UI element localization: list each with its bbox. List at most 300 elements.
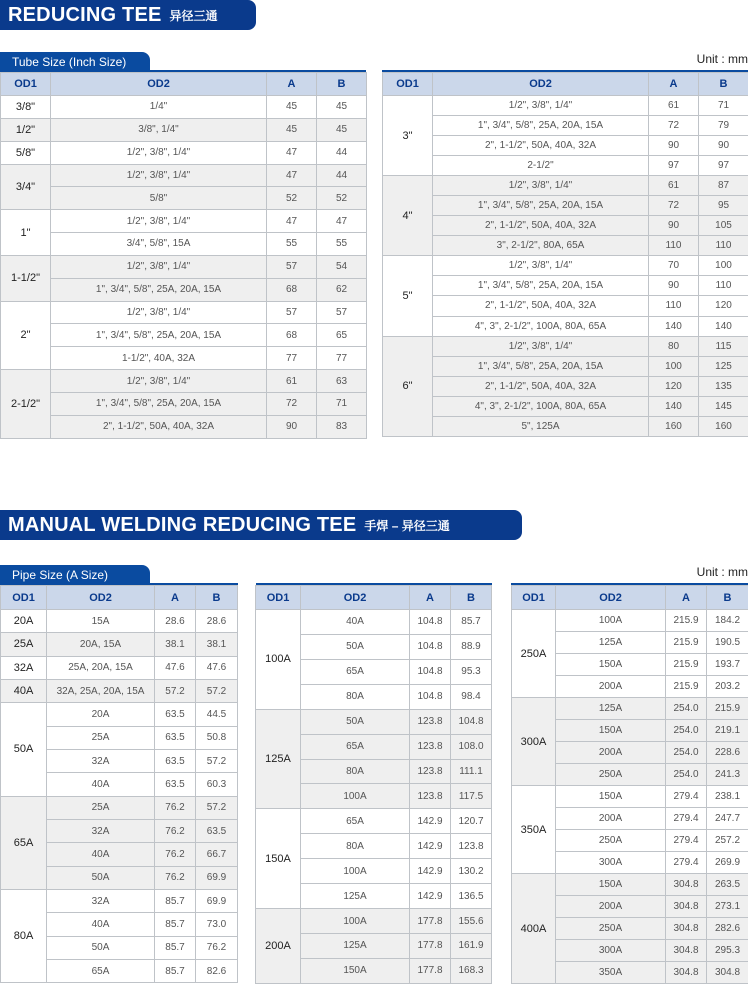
b-cell: 28.6 xyxy=(196,610,238,633)
a-cell: 72 xyxy=(649,196,699,216)
od1-cell: 4" xyxy=(383,176,433,256)
b-cell: 120.7 xyxy=(451,809,492,834)
b-cell: 117.5 xyxy=(451,784,492,809)
od2-cell: 1-1/2", 40A, 32A xyxy=(51,347,267,370)
table-row xyxy=(383,316,748,336)
a-cell: 104.8 xyxy=(410,610,451,635)
od2-cell: 125A xyxy=(301,933,410,958)
a-cell: 104.8 xyxy=(410,634,451,659)
table-row xyxy=(1,233,367,256)
od2-cell: 65A xyxy=(301,734,410,759)
header-row xyxy=(1,586,238,610)
b-cell: 110 xyxy=(699,276,748,296)
b-cell: 54 xyxy=(317,255,367,278)
od2-cell: 3/4", 5/8", 15A xyxy=(51,233,267,256)
b-cell: 100 xyxy=(699,256,748,276)
table-row xyxy=(383,376,748,396)
a-cell: 100 xyxy=(649,356,699,376)
section-subtitle: 手焊 – 异径三通 xyxy=(364,517,449,534)
section-subtitle: 异径三通 xyxy=(170,7,218,24)
b-cell: 71 xyxy=(317,392,367,415)
b-cell: 219.1 xyxy=(707,720,748,742)
od2-cell: 32A xyxy=(47,819,155,842)
od2-cell: 350A xyxy=(556,962,666,984)
table-row xyxy=(1,347,367,370)
a-header: A xyxy=(649,73,699,96)
b-cell: 77 xyxy=(317,347,367,370)
b-cell: 108.0 xyxy=(451,734,492,759)
tube-size-tab-bar xyxy=(0,50,748,72)
a-cell: 254.0 xyxy=(666,742,707,764)
a-cell: 55 xyxy=(267,233,317,256)
od2-cell: 2", 1-1/2", 50A, 40A, 32A xyxy=(433,296,649,316)
table-row xyxy=(1,187,367,210)
b-cell: 63 xyxy=(317,370,367,393)
od2-cell: 100A xyxy=(556,610,666,632)
od2-cell: 32A, 25A, 20A, 15A xyxy=(47,679,155,702)
b-cell: 269.9 xyxy=(707,852,748,874)
b-cell: 140 xyxy=(699,316,748,336)
table-row xyxy=(1,889,238,912)
od2-cell: 200A xyxy=(556,808,666,830)
od2-cell: 1", 3/4", 5/8", 25A, 20A, 15A xyxy=(51,392,267,415)
a-cell: 304.8 xyxy=(666,896,707,918)
b-cell: 52 xyxy=(317,187,367,210)
od1-cell: 25A xyxy=(1,633,47,656)
tube-size-table-left xyxy=(0,72,367,439)
od2-cell: 150A xyxy=(556,654,666,676)
od2-cell: 150A xyxy=(301,958,410,983)
od2-cell: 25A xyxy=(47,796,155,819)
b-cell: 73.0 xyxy=(196,913,238,936)
b-cell: 50.8 xyxy=(196,726,238,749)
od1-cell: 125A xyxy=(256,709,301,809)
od1-header: OD1 xyxy=(256,586,301,610)
od1-cell: 1/2" xyxy=(1,118,51,141)
a-cell: 85.7 xyxy=(155,913,196,936)
a-header: A xyxy=(267,73,317,96)
b-cell: 63.5 xyxy=(196,819,238,842)
od2-cell: 125A xyxy=(556,698,666,720)
b-cell: 263.5 xyxy=(707,874,748,896)
od2-cell: 50A xyxy=(301,709,410,734)
a-cell: 142.9 xyxy=(410,884,451,909)
a-cell: 304.8 xyxy=(666,940,707,962)
b-cell: 273.1 xyxy=(707,896,748,918)
a-cell: 177.8 xyxy=(410,958,451,983)
a-cell: 68 xyxy=(267,278,317,301)
table-row xyxy=(1,370,367,393)
b-header: B xyxy=(699,73,748,96)
table-row xyxy=(383,236,748,256)
b-cell: 55 xyxy=(317,233,367,256)
od2-cell: 300A xyxy=(556,852,666,874)
tube-size-tab: Tube Size (Inch Size) xyxy=(0,52,150,72)
a-cell: 215.9 xyxy=(666,676,707,698)
od2-cell: 4", 3", 2-1/2", 100A, 80A, 65A xyxy=(433,316,649,336)
od2-cell: 1/2", 3/8", 1/4" xyxy=(51,301,267,324)
b-header: B xyxy=(196,586,238,610)
a-header: A xyxy=(410,586,451,610)
a-header: A xyxy=(666,586,707,610)
od1-header: OD1 xyxy=(1,73,51,96)
a-cell: 104.8 xyxy=(410,659,451,684)
b-cell: 85.7 xyxy=(451,610,492,635)
od1-cell: 100A xyxy=(256,610,301,710)
b-cell: 105 xyxy=(699,216,748,236)
od2-cell: 1", 3/4", 5/8", 25A, 20A, 15A xyxy=(433,276,649,296)
b-cell: 95.3 xyxy=(451,659,492,684)
table-row xyxy=(383,276,748,296)
b-cell: 136.5 xyxy=(451,884,492,909)
a-cell: 123.8 xyxy=(410,709,451,734)
od2-header: OD2 xyxy=(433,73,649,96)
a-cell: 142.9 xyxy=(410,859,451,884)
od1-cell: 3/8" xyxy=(1,96,51,119)
od1-cell: 250A xyxy=(512,610,556,698)
table-row xyxy=(383,356,748,376)
od2-cell: 1/4" xyxy=(51,96,267,119)
od2-cell: 1", 3/4", 5/8", 25A, 20A, 15A xyxy=(433,116,649,136)
b-cell: 155.6 xyxy=(451,909,492,934)
od2-cell: 25A xyxy=(47,726,155,749)
od2-cell: 1/2", 3/8", 1/4" xyxy=(51,210,267,233)
b-cell: 38.1 xyxy=(196,633,238,656)
a-cell: 304.8 xyxy=(666,962,707,984)
b-cell: 60.3 xyxy=(196,773,238,796)
a-cell: 304.8 xyxy=(666,918,707,940)
b-cell: 111.1 xyxy=(451,759,492,784)
b-cell: 62 xyxy=(317,278,367,301)
a-cell: 254.0 xyxy=(666,764,707,786)
b-cell: 104.8 xyxy=(451,709,492,734)
od2-cell: 300A xyxy=(556,940,666,962)
od2-cell: 2-1/2" xyxy=(433,156,649,176)
b-cell: 130.2 xyxy=(451,859,492,884)
table-row xyxy=(383,256,748,276)
pipe-size-tab-bar xyxy=(0,563,748,585)
a-cell: 63.5 xyxy=(155,773,196,796)
table-row xyxy=(1,164,367,187)
table-row xyxy=(512,610,748,632)
od1-cell: 5/8" xyxy=(1,141,51,164)
od2-cell: 1/2", 3/8", 1/4" xyxy=(51,164,267,187)
b-cell: 190.5 xyxy=(707,632,748,654)
od2-cell: 32A xyxy=(47,889,155,912)
od1-cell: 200A xyxy=(256,909,301,984)
pipe-size-table-1 xyxy=(0,585,238,983)
b-cell: 71 xyxy=(699,96,748,116)
od2-cell: 3", 2-1/2", 80A, 65A xyxy=(433,236,649,256)
b-cell: 115 xyxy=(699,336,748,356)
b-cell: 95 xyxy=(699,196,748,216)
header-row xyxy=(383,73,748,96)
od2-cell: 1", 3/4", 5/8", 25A, 20A, 15A xyxy=(433,196,649,216)
header-row xyxy=(1,73,367,96)
b-cell: 57.2 xyxy=(196,796,238,819)
table-row xyxy=(383,136,748,156)
tube-size-table-right xyxy=(382,72,748,437)
a-cell: 61 xyxy=(649,96,699,116)
od2-cell: 50A xyxy=(47,866,155,889)
od1-header: OD1 xyxy=(1,586,47,610)
a-cell: 123.8 xyxy=(410,784,451,809)
table-row xyxy=(1,415,367,438)
manual-welding-banner xyxy=(0,510,522,540)
b-cell: 135 xyxy=(699,376,748,396)
od1-cell: 1" xyxy=(1,210,51,256)
od2-cell: 2", 1-1/2", 50A, 40A, 32A xyxy=(51,415,267,438)
b-cell: 120 xyxy=(699,296,748,316)
a-cell: 57 xyxy=(267,301,317,324)
od1-cell: 2-1/2" xyxy=(1,370,51,439)
a-cell: 47 xyxy=(267,210,317,233)
table-row xyxy=(1,679,238,702)
b-cell: 88.9 xyxy=(451,634,492,659)
a-cell: 215.9 xyxy=(666,610,707,632)
od2-cell: 80A xyxy=(301,834,410,859)
b-cell: 66.7 xyxy=(196,843,238,866)
b-cell: 247.7 xyxy=(707,808,748,830)
a-cell: 52 xyxy=(267,187,317,210)
od2-cell: 125A xyxy=(556,632,666,654)
table-row xyxy=(383,96,748,116)
b-cell: 65 xyxy=(317,324,367,347)
od2-cell: 250A xyxy=(556,918,666,940)
od2-cell: 40A xyxy=(47,843,155,866)
a-cell: 80 xyxy=(649,336,699,356)
table-row xyxy=(1,96,367,119)
a-cell: 90 xyxy=(649,276,699,296)
od2-cell: 200A xyxy=(556,742,666,764)
a-cell: 254.0 xyxy=(666,698,707,720)
b-cell: 57.2 xyxy=(196,749,238,772)
b-cell: 97 xyxy=(699,156,748,176)
od2-cell: 50A xyxy=(301,634,410,659)
b-cell: 76.2 xyxy=(196,936,238,959)
a-cell: 90 xyxy=(649,216,699,236)
table-row xyxy=(1,324,367,347)
b-header: B xyxy=(317,73,367,96)
b-cell: 47 xyxy=(317,210,367,233)
od2-cell: 32A xyxy=(47,749,155,772)
table-row xyxy=(1,210,367,233)
od2-cell: 1/2", 3/8", 1/4" xyxy=(51,255,267,278)
b-cell: 238.1 xyxy=(707,786,748,808)
b-cell: 82.6 xyxy=(196,959,238,982)
a-cell: 120 xyxy=(649,376,699,396)
a-cell: 63.5 xyxy=(155,749,196,772)
od1-cell: 20A xyxy=(1,610,47,633)
od2-cell: 80A xyxy=(301,759,410,784)
table-row xyxy=(1,610,238,633)
table-row xyxy=(383,116,748,136)
unit-label: Unit : mm xyxy=(697,565,748,579)
od2-cell: 20A xyxy=(47,703,155,726)
table-row xyxy=(1,118,367,141)
a-cell: 279.4 xyxy=(666,852,707,874)
od1-cell: 400A xyxy=(512,874,556,984)
b-cell: 110 xyxy=(699,236,748,256)
b-cell: 184.2 xyxy=(707,610,748,632)
od2-cell: 65A xyxy=(301,809,410,834)
b-cell: 295.3 xyxy=(707,940,748,962)
a-cell: 254.0 xyxy=(666,720,707,742)
a-cell: 142.9 xyxy=(410,809,451,834)
table-row xyxy=(256,809,492,834)
header-row xyxy=(512,586,748,610)
table-row xyxy=(512,698,748,720)
od1-cell: 1-1/2" xyxy=(1,255,51,301)
pipe-size-table-2 xyxy=(255,585,492,984)
table-row xyxy=(256,610,492,635)
od1-cell: 5" xyxy=(383,256,433,336)
pipe-size-tab: Pipe Size (A Size) xyxy=(0,565,150,585)
od1-cell: 40A xyxy=(1,679,47,702)
od1-header: OD1 xyxy=(512,586,556,610)
od2-cell: 150A xyxy=(556,874,666,896)
b-cell: 282.6 xyxy=(707,918,748,940)
a-cell: 76.2 xyxy=(155,843,196,866)
b-cell: 69.9 xyxy=(196,889,238,912)
b-cell: 57.2 xyxy=(196,679,238,702)
a-cell: 90 xyxy=(649,136,699,156)
a-cell: 85.7 xyxy=(155,889,196,912)
od2-cell: 4", 3", 2-1/2", 100A, 80A, 65A xyxy=(433,396,649,416)
section-title: REDUCING TEE xyxy=(8,4,162,27)
a-cell: 61 xyxy=(267,370,317,393)
b-cell: 168.3 xyxy=(451,958,492,983)
a-cell: 90 xyxy=(267,415,317,438)
b-cell: 123.8 xyxy=(451,834,492,859)
reducing-tee-banner xyxy=(0,0,256,30)
b-cell: 57 xyxy=(317,301,367,324)
unit-label: Unit : mm xyxy=(697,52,748,66)
a-cell: 110 xyxy=(649,236,699,256)
b-cell: 215.9 xyxy=(707,698,748,720)
b-cell: 145 xyxy=(699,396,748,416)
table-row xyxy=(1,392,367,415)
a-cell: 68 xyxy=(267,324,317,347)
a-cell: 279.4 xyxy=(666,786,707,808)
table-row xyxy=(383,336,748,356)
a-cell: 72 xyxy=(649,116,699,136)
od2-header: OD2 xyxy=(301,586,410,610)
a-cell: 123.8 xyxy=(410,759,451,784)
od1-cell: 3" xyxy=(383,96,433,176)
a-cell: 63.5 xyxy=(155,726,196,749)
table-row xyxy=(383,176,748,196)
a-cell: 123.8 xyxy=(410,734,451,759)
a-cell: 160 xyxy=(649,416,699,436)
od1-cell: 150A xyxy=(256,809,301,909)
table-row xyxy=(383,196,748,216)
b-cell: 203.2 xyxy=(707,676,748,698)
b-cell: 161.9 xyxy=(451,933,492,958)
a-cell: 72 xyxy=(267,392,317,415)
b-cell: 160 xyxy=(699,416,748,436)
a-cell: 104.8 xyxy=(410,684,451,709)
od2-cell: 2", 1-1/2", 50A, 40A, 32A xyxy=(433,136,649,156)
a-cell: 85.7 xyxy=(155,936,196,959)
table-row xyxy=(1,141,367,164)
a-cell: 63.5 xyxy=(155,703,196,726)
od2-cell: 40A xyxy=(47,773,155,796)
pipe-size-table-3 xyxy=(511,585,748,984)
a-cell: 279.4 xyxy=(666,808,707,830)
a-header: A xyxy=(155,586,196,610)
a-cell: 142.9 xyxy=(410,834,451,859)
b-cell: 44.5 xyxy=(196,703,238,726)
od2-cell: 50A xyxy=(47,936,155,959)
od2-cell: 15A xyxy=(47,610,155,633)
table-row xyxy=(256,709,492,734)
od2-cell: 1", 3/4", 5/8", 25A, 20A, 15A xyxy=(51,278,267,301)
b-cell: 98.4 xyxy=(451,684,492,709)
table-row xyxy=(256,909,492,934)
od1-cell: 2" xyxy=(1,301,51,370)
b-cell: 257.2 xyxy=(707,830,748,852)
od2-cell: 65A xyxy=(301,659,410,684)
od2-cell: 65A xyxy=(47,959,155,982)
a-cell: 45 xyxy=(267,96,317,119)
b-cell: 228.6 xyxy=(707,742,748,764)
od2-cell: 2", 1-1/2", 50A, 40A, 32A xyxy=(433,216,649,236)
b-cell: 83 xyxy=(317,415,367,438)
a-cell: 97 xyxy=(649,156,699,176)
od1-cell: 350A xyxy=(512,786,556,874)
od1-cell: 32A xyxy=(1,656,47,679)
od2-cell: 100A xyxy=(301,909,410,934)
a-cell: 85.7 xyxy=(155,959,196,982)
od1-cell: 50A xyxy=(1,703,47,796)
a-cell: 140 xyxy=(649,396,699,416)
od2-cell: 250A xyxy=(556,764,666,786)
a-cell: 57.2 xyxy=(155,679,196,702)
od2-cell: 40A xyxy=(47,913,155,936)
od2-cell: 1/2", 3/8", 1/4" xyxy=(433,256,649,276)
od2-cell: 100A xyxy=(301,859,410,884)
od2-cell: 40A xyxy=(301,610,410,635)
b-cell: 193.7 xyxy=(707,654,748,676)
b-cell: 45 xyxy=(317,96,367,119)
a-cell: 110 xyxy=(649,296,699,316)
a-cell: 140 xyxy=(649,316,699,336)
a-cell: 177.8 xyxy=(410,909,451,934)
table-row xyxy=(512,874,748,896)
a-cell: 77 xyxy=(267,347,317,370)
a-cell: 28.6 xyxy=(155,610,196,633)
a-cell: 45 xyxy=(267,118,317,141)
od2-cell: 1/2", 3/8", 1/4" xyxy=(433,176,649,196)
table-row xyxy=(512,786,748,808)
b-header: B xyxy=(707,586,748,610)
a-cell: 76.2 xyxy=(155,866,196,889)
b-cell: 87 xyxy=(699,176,748,196)
od1-header: OD1 xyxy=(383,73,433,96)
a-cell: 215.9 xyxy=(666,632,707,654)
od2-cell: 125A xyxy=(301,884,410,909)
a-cell: 76.2 xyxy=(155,796,196,819)
b-cell: 45 xyxy=(317,118,367,141)
a-cell: 279.4 xyxy=(666,830,707,852)
od2-cell: 1/2", 3/8", 1/4" xyxy=(51,141,267,164)
a-cell: 70 xyxy=(649,256,699,276)
b-cell: 69.9 xyxy=(196,866,238,889)
od2-cell: 250A xyxy=(556,830,666,852)
b-header: B xyxy=(451,586,492,610)
a-cell: 304.8 xyxy=(666,874,707,896)
